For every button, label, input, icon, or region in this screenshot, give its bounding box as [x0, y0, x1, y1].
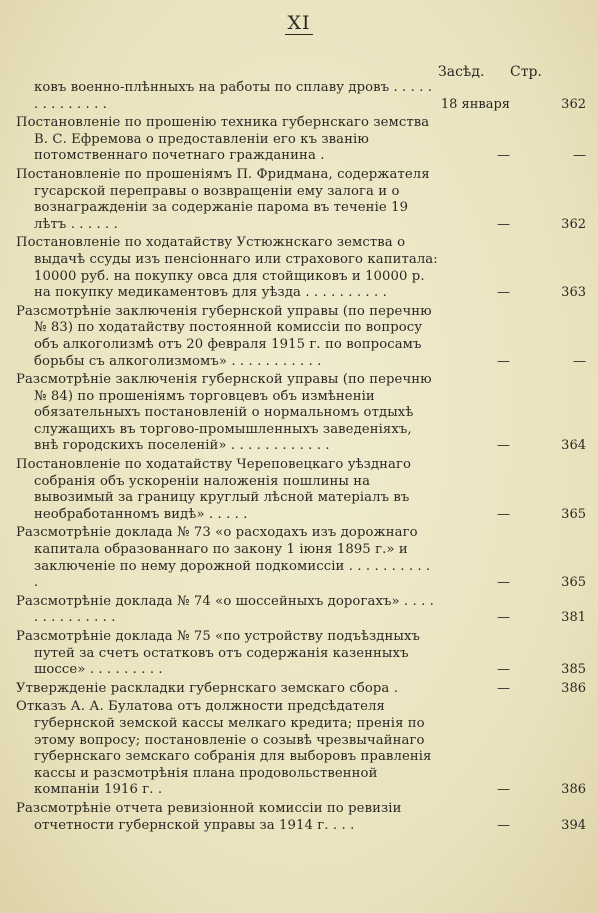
entry-session-date: —: [497, 782, 510, 798]
column-header-page: Стр.: [510, 64, 542, 80]
toc-entry: [16, 629, 586, 679]
entry-session-date: —: [497, 216, 510, 232]
entry-session-date: 18 января: [440, 96, 510, 112]
entry-page-number: —: [573, 148, 586, 164]
entry-session-date: —: [497, 438, 510, 454]
entry-page-number: 364: [561, 438, 586, 454]
toc-entry: [16, 167, 586, 233]
toc-entry: [16, 457, 586, 523]
toc-entry: [16, 80, 586, 113]
toc-entry: [16, 681, 586, 698]
entry-session-date: —: [497, 506, 510, 522]
entry-page-number: 365: [561, 506, 586, 522]
entry-title: Разсмотрѣніе доклада № 74 «о шоссейныхъ дорогахъ» . . . . . . . . . . . . . .: [16, 593, 434, 626]
entry-title: Отказъ А. А. Булатова отъ должности предсѣдателя губернской земской кассы мелкаго кредита; пренія по этому вопросу; постановленіе о созывѣ чрезвычайнаго губернскаго земскаго собранія для выборовъ правленія кассы и разсмотрѣнія плана продовольственной компаніи 1916 г. .: [16, 699, 432, 798]
toc-entry: [16, 594, 586, 627]
toc-entry: [16, 304, 586, 370]
toc-entry: [16, 115, 586, 165]
entry-session-date: —: [497, 662, 510, 678]
page-number: XI: [287, 12, 311, 34]
entry-title: Разсмотрѣніе доклада № 75 «по устройству подъѣздныхъ путей за счетъ остатковъ отъ содержанія казенныхъ шоссе» . . . . . . . . .: [16, 629, 421, 678]
entry-session-date: —: [497, 610, 510, 626]
entry-title: Постановленіе по ходатайству Устюжнскаго земства о выдачѣ ссуды изъ пенсіоннаго или страхового капитала: 10000 руб. на покупку овса для стойщиковъ и 10000 р. на покупку медикаментовъ для уѣзда . . . . . . . . . .: [16, 235, 438, 301]
entry-page-number: 363: [561, 285, 586, 301]
toc-entry: [16, 699, 586, 799]
entry-page-number: 394: [561, 817, 586, 833]
entry-page-number: 362: [561, 96, 586, 112]
entry-title: Утвержденіе раскладки губернскаго земскаго сбора .: [16, 680, 398, 696]
entry-session-date: —: [497, 680, 510, 696]
entry-session-date: —: [497, 575, 510, 591]
entry-session-date: —: [497, 353, 510, 369]
entry-session-date: —: [497, 285, 510, 301]
entry-session-date: —: [497, 148, 510, 164]
toc-entry: [16, 525, 586, 591]
entry-page-number: 365: [561, 575, 586, 591]
entry-session-date: —: [497, 817, 510, 833]
toc-entry: [16, 801, 586, 834]
entry-page-number: 381: [561, 610, 586, 626]
entry-title: Разсмотрѣніе отчета ревизіонной комиссіи по ревизіи отчетности губернской управы за 1914 г. . . .: [16, 800, 402, 833]
entry-page-number: 385: [561, 662, 586, 678]
entry-title: Постановленіе по прошеніямъ П. Фридмана, содержателя гусарской переправы о возвращеніи ему залога и о вознагражденіи за содержаніе парома въ теченіе 19 лѣтъ . . . . . .: [16, 166, 430, 232]
entry-title: Постановленіе по ходатайству Череповецкаго уѣзднаго собранія объ ускореніи наложенія пошлины на вывозимый за границу круглый лѣсной матеріалъ въ необработанномъ видѣ» . . . . .: [16, 457, 412, 522]
entry-title: Разсмотрѣніе доклада № 73 «о расходахъ изъ дорожнаго капитала образованнаго по закону 1 іюня 1895 г.» и заключеніе по нему дорожной подкомиссіи . . . . . . . . . . .: [16, 525, 431, 591]
toc-entry: [16, 235, 586, 301]
entry-page-number: —: [573, 353, 586, 369]
entry-page-number: 386: [561, 782, 586, 798]
entry-title: Разсмотрѣніе заключенія губернской управы (по перечню № 84) по прошеніямъ торговцевъ объ измѣненіи обязательныхъ постановленій о нормальномъ отдыхѣ служащихъ въ торгово-промышленныхъ заведеніяхъ, внѣ городскихъ поселеній» . . . . . . . . . . . .: [16, 372, 432, 454]
entry-title: Разсмотрѣніе заключенія губернской управы (по перечню № 83) по ходатайству постоянной комиссіи по вопросу объ алкоголизмѣ отъ 20 февраля 1915 г. по вопросамъ борьбы съ алкоголизмомъ» . . . . . . . . . . .: [16, 303, 432, 369]
entry-page-number: 362: [561, 216, 586, 232]
table-of-contents: [16, 80, 586, 834]
toc-entry: [16, 372, 586, 455]
entry-title: ковъ военно-плѣнныхъ на работы по сплаву дровъ . . . . . . . . . . . . . .: [34, 80, 433, 112]
column-header-date: Засѣд.: [438, 64, 485, 80]
entry-page-number: 386: [561, 680, 586, 696]
entry-title: Постановленіе по прошенію техника губернскаго земства В. С. Ефремова о предоставленіи его къ званію потомственнаго почетнаго гражданина .: [16, 115, 430, 164]
